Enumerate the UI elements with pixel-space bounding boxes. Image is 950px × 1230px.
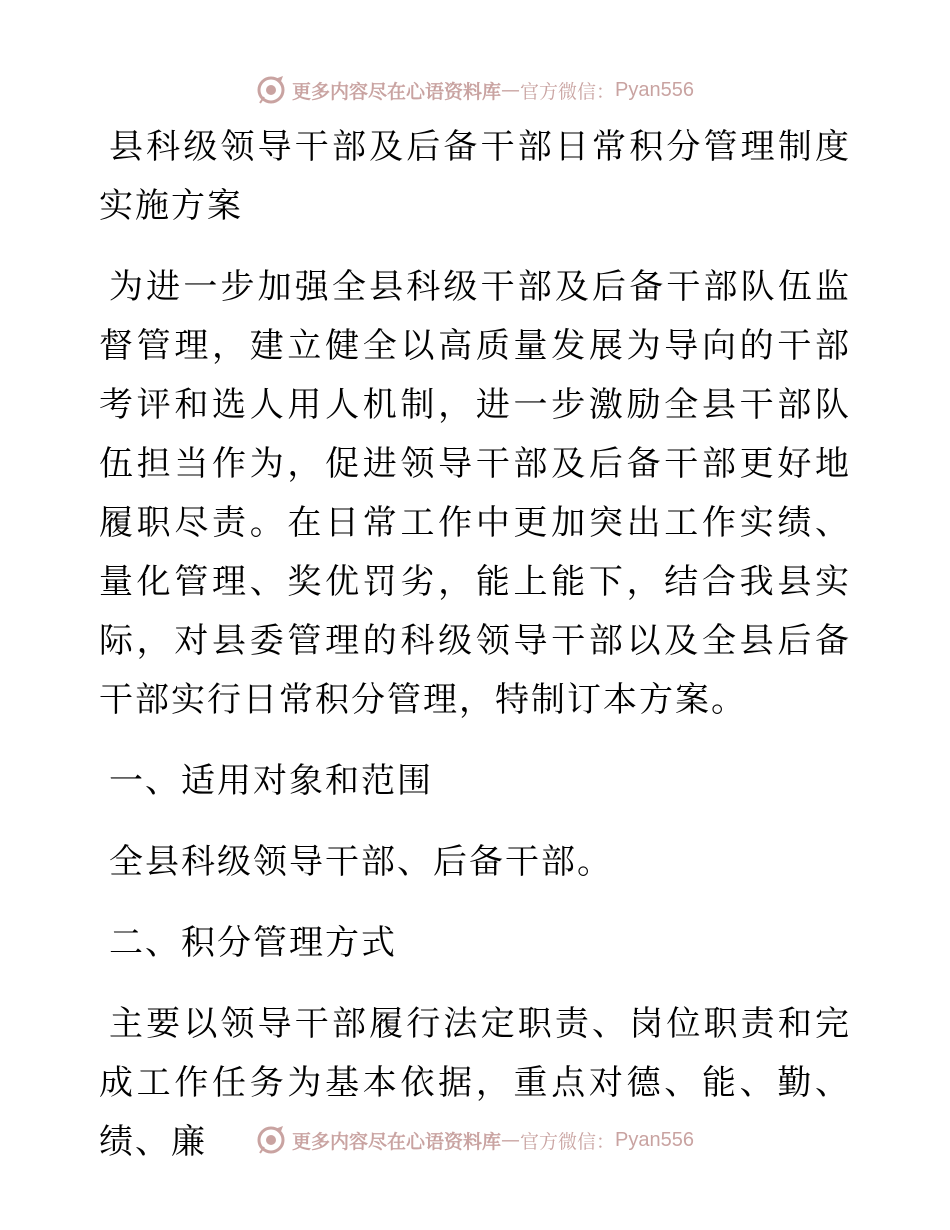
section-2-heading: 二、积分管理方式: [109, 923, 397, 963]
banner-label: 官方微信：: [520, 80, 616, 103]
document-body: [99, 118, 851, 1172]
banner-label: 官方微信：: [520, 1130, 616, 1153]
header-watermark: [0, 70, 950, 110]
intro-paragraph: 为进一步加强全县科级干部及后备干部队伍监督管理，建立健全以高质量发展为导向的干部考评和选人用人机制，进一步激励全县干部队伍担当作为，促进领导干部及后备干部更好地履职尽责。在日常工作中更加突出工作实绩、量化管理、奖优罚劣，能上能下，结合我县实际，对县委管理的科级领导干部以及全县后备干部实行日常积分管理，特制订本方案。: [99, 267, 851, 720]
footer-watermark: [0, 1120, 950, 1160]
document-title: 县科级领导干部及后备干部日常积分管理制度实施方案: [99, 127, 851, 226]
section-1-heading: 一、适用对象和范围: [109, 761, 433, 801]
banner-id: Pyan556: [615, 78, 694, 101]
logo-icon: [256, 75, 286, 105]
banner-id: Pyan556: [615, 1128, 694, 1151]
logo-icon: [256, 1125, 286, 1155]
section-1-body: 全县科级领导干部、后备干部。: [109, 842, 613, 882]
banner-dash: —: [501, 79, 521, 101]
banner-main-text: 更多内容尽在心语资料库: [292, 1130, 502, 1153]
section-2-body: 主要以领导干部履行法定职责、岗位职责和完成工作任务为基本依据，重点对德、能、勤、绩、廉: [99, 1004, 851, 1162]
banner-dash: —: [501, 1129, 521, 1151]
banner-main-text: 更多内容尽在心语资料库: [292, 80, 502, 103]
